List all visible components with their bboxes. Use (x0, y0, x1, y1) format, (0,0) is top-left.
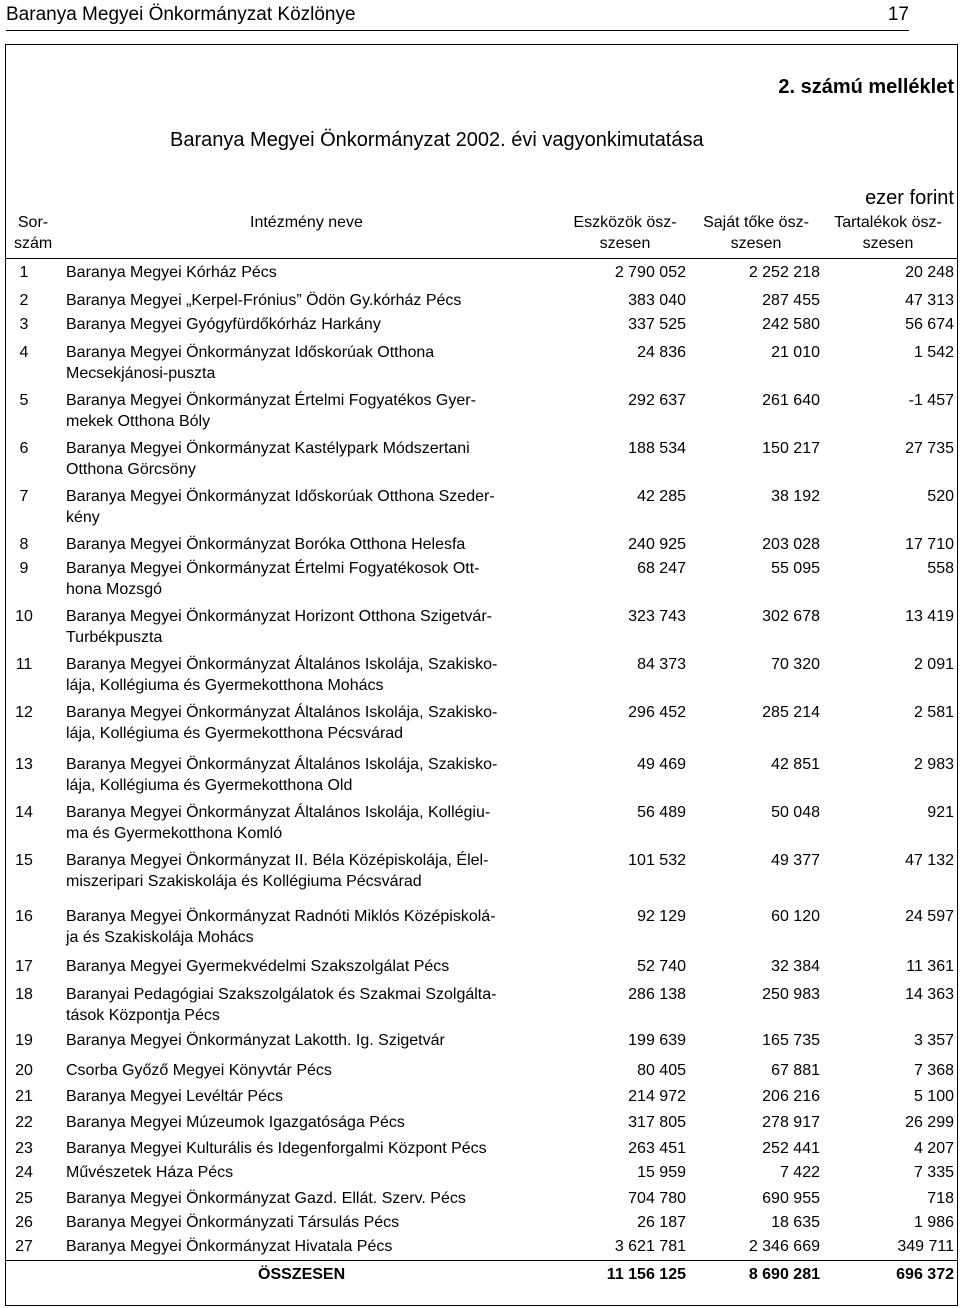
total-equity: 8 690 281 (748, 1266, 820, 1283)
row-number: 13 (15, 756, 33, 773)
institution-name (66, 342, 536, 384)
reserves-value: 2 091 (913, 656, 954, 673)
unit-label: ezer forint (865, 187, 954, 209)
equity-value: 7 422 (779, 1164, 820, 1181)
assets-value: 26 187 (637, 1214, 686, 1231)
assets-value: 49 469 (637, 756, 686, 773)
column-header-name: Intézmény neve (250, 214, 363, 231)
page-title: Baranya Megyei Önkormányzat 2002. évi vagyonkimutatása (170, 129, 704, 151)
institution-name (66, 654, 536, 696)
reserves-value: 1 986 (913, 1214, 954, 1231)
equity-value: 261 640 (762, 392, 820, 409)
institution-name (66, 1086, 536, 1107)
row-number: 18 (15, 986, 33, 1003)
row-number: 16 (15, 908, 33, 925)
institution-name (66, 1236, 536, 1257)
assets-value: 80 405 (637, 1062, 686, 1079)
reserves-value: 2 983 (913, 756, 954, 773)
reserves-value: 2 581 (913, 704, 954, 721)
row-number: 14 (15, 804, 33, 821)
equity-value: 302 678 (762, 608, 820, 625)
row-number: 11 (15, 656, 33, 673)
equity-value: 21 010 (771, 344, 820, 361)
column-header-assets: Eszközök ösz- szesen (573, 214, 677, 252)
row-number: 6 (19, 440, 29, 457)
equity-value: 67 881 (771, 1062, 820, 1079)
institution-name (66, 486, 536, 528)
institution-name-line: ja és Szakiskolája Mohács (66, 929, 254, 946)
equity-value: 278 917 (762, 1114, 820, 1131)
institution-name (66, 984, 536, 1026)
institution-name (66, 906, 536, 948)
reserves-value: 11 361 (906, 958, 954, 975)
institution-name-line: Baranya Megyei „Kerpel-Frónius” Ödön Gy.kórház Pécs (66, 292, 462, 309)
column-header-equity: Saját tőke ösz- szesen (703, 214, 809, 252)
assets-value: 317 805 (628, 1114, 686, 1131)
running-header (6, 0, 909, 31)
reserves-value: 24 597 (905, 908, 954, 925)
institution-name (66, 754, 536, 796)
equity-value: 690 955 (762, 1190, 820, 1207)
institution-name (66, 438, 536, 480)
assets-value: 42 285 (637, 488, 686, 505)
assets-value: 337 525 (628, 316, 686, 333)
row-number: 7 (19, 488, 29, 505)
institution-name (66, 1188, 536, 1209)
equity-value: 2 252 218 (748, 264, 820, 281)
reserves-value: -1 457 (908, 392, 954, 409)
row-number: 12 (15, 704, 33, 721)
row-number: 5 (19, 392, 29, 409)
equity-value: 252 441 (762, 1140, 820, 1157)
reserves-value: 5 100 (913, 1088, 954, 1105)
equity-value: 60 120 (771, 908, 820, 925)
reserves-value: 26 299 (905, 1114, 954, 1131)
reserves-value: 13 419 (905, 608, 954, 625)
institution-name-line: Baranya Megyei Önkormányzat Boróka Otthona Helesfa (66, 536, 466, 553)
institution-name-line: kény (66, 509, 100, 526)
institution-name-line: Művészetek Háza Pécs (66, 1164, 234, 1181)
institution-name-line: Baranya Megyei Önkormányzat Általános Iskolája, Szakisko- (66, 656, 498, 673)
reserves-value: 7 368 (913, 1062, 954, 1079)
assets-value: 188 534 (628, 440, 686, 457)
assets-value: 263 451 (628, 1140, 686, 1157)
institution-name (66, 1112, 536, 1133)
institution-name-line: Baranya Megyei Önkormányzat Időskorúak Otthona Szeder- (66, 488, 495, 505)
assets-value: 292 637 (628, 392, 686, 409)
institution-name-line: Baranya Megyei Önkormányzat Lakotth. Ig. Szigetvár (66, 1032, 445, 1049)
institution-name-line: Baranya Megyei Gyógyfürdőkórház Harkány (66, 316, 381, 333)
assets-value: 240 925 (628, 536, 686, 553)
row-number: 24 (15, 1164, 33, 1181)
equity-value: 32 384 (771, 958, 820, 975)
institution-name (66, 956, 536, 977)
institution-name (66, 390, 536, 432)
institution-name (66, 558, 536, 600)
equity-value: 18 635 (771, 1214, 820, 1231)
institution-name (66, 802, 536, 844)
institution-name-line: Turbékpuszta (66, 629, 163, 646)
row-number: 8 (19, 536, 29, 553)
publication-title: Baranya Megyei Önkormányzat Közlönye (6, 4, 356, 25)
institution-name-line: Baranya Megyei Levéltár Pécs (66, 1088, 283, 1105)
institution-name-line: Baranya Megyei Önkormányzat Időskorúak Otthona (66, 344, 435, 361)
institution-name-line: Baranya Megyei Önkormányzat Általános Iskolája, Szakisko- (66, 704, 498, 721)
reserves-value: 4 207 (913, 1140, 954, 1157)
equity-value: 285 214 (762, 704, 820, 721)
institution-name-line: mekek Otthona Bóly (66, 413, 211, 430)
assets-value: 15 959 (637, 1164, 686, 1181)
institution-name (66, 1212, 536, 1233)
page-number: 17 (887, 4, 909, 25)
reserves-value: 520 (927, 488, 954, 505)
institution-name-line: Baranya Megyei Önkormányzat II. Béla Középiskolája, Élel- (66, 852, 489, 869)
row-number: 1 (19, 264, 29, 281)
assets-value: 3 621 781 (614, 1238, 686, 1255)
assets-value: 52 740 (637, 958, 686, 975)
row-number: 21 (15, 1088, 33, 1105)
row-number: 27 (15, 1238, 33, 1255)
reserves-value: 14 363 (905, 986, 954, 1003)
row-number: 26 (15, 1214, 33, 1231)
institution-name-line: Otthona Görcsöny (66, 461, 196, 478)
total-divider (6, 1260, 957, 1261)
institution-name-line: Baranya Megyei Önkormányzat Radnóti Miklós Középiskolá- (66, 908, 496, 925)
equity-value: 70 320 (771, 656, 820, 673)
assets-value: 101 532 (628, 852, 686, 869)
assets-value: 24 836 (637, 344, 686, 361)
institution-name-line: Baranya Megyei Önkormányzat Horizont Otthona Szigetvár- (66, 608, 492, 625)
institution-name-line: Baranya Megyei Önkormányzati Társulás Pécs (66, 1214, 400, 1231)
row-number: 9 (19, 560, 29, 577)
row-number: 10 (15, 608, 33, 625)
annex-label: 2. számú melléklet (778, 76, 954, 98)
equity-value: 242 580 (762, 316, 820, 333)
reserves-value: 558 (927, 560, 954, 577)
institution-name-line: hona Mozsgó (66, 581, 163, 598)
total-label: ÖSSZESEN (258, 1266, 346, 1283)
institution-name-line: Baranyai Pedagógiai Szakszolgálatok és Szakmai Szolgálta- (66, 986, 497, 1003)
assets-value: 383 040 (628, 292, 686, 309)
assets-value: 68 247 (637, 560, 686, 577)
total-assets: 11 156 125 (606, 1266, 686, 1283)
reserves-value: 1 542 (913, 344, 954, 361)
column-header-number: Sor- szám (14, 214, 53, 252)
institution-name-line: lája, Kollégiuma és Gyermekotthona Mohács (66, 677, 384, 694)
institution-name (66, 534, 536, 555)
reserves-value: 718 (927, 1190, 954, 1207)
row-number: 17 (15, 958, 33, 975)
institution-name-line: Baranya Megyei Múzeumok Igazgatósága Pécs (66, 1114, 405, 1131)
assets-value: 56 489 (637, 804, 686, 821)
equity-value: 287 455 (762, 292, 820, 309)
header-divider (6, 258, 957, 259)
institution-name-line: Baranya Megyei Kórház Pécs (66, 264, 277, 281)
institution-name (66, 314, 536, 335)
row-number: 19 (15, 1032, 33, 1049)
row-number: 25 (15, 1190, 33, 1207)
institution-name (66, 606, 536, 648)
assets-value: 199 639 (628, 1032, 686, 1049)
institution-name-line: Baranya Megyei Gyermekvédelmi Szakszolgálat Pécs (66, 958, 450, 975)
institution-name (66, 1138, 536, 1159)
column-header-reserves: Tartalékok ösz- szesen (834, 214, 942, 252)
assets-value: 296 452 (628, 704, 686, 721)
equity-value: 206 216 (762, 1088, 820, 1105)
institution-name-line: Baranya Megyei Önkormányzat Általános Iskolája, Szakisko- (66, 756, 498, 773)
equity-value: 55 095 (771, 560, 820, 577)
institution-name-line: Baranya Megyei Önkormányzat Kastélypark Módszertani (66, 440, 470, 457)
assets-value: 2 790 052 (614, 264, 686, 281)
equity-value: 49 377 (771, 852, 820, 869)
equity-value: 150 217 (762, 440, 820, 457)
institution-name-line: Csorba Győző Megyei Könyvtár Pécs (66, 1062, 332, 1079)
institution-name-line: Baranya Megyei Önkormányzat Gazd. Ellát. Szerv. Pécs (66, 1190, 466, 1207)
institution-name (66, 1030, 536, 1051)
row-number: 4 (19, 344, 29, 361)
reserves-value: 56 674 (905, 316, 954, 333)
institution-name (66, 290, 536, 311)
reserves-value: 3 357 (913, 1032, 954, 1049)
institution-name (66, 850, 536, 892)
row-number: 15 (15, 852, 33, 869)
reserves-value: 17 710 (905, 536, 954, 553)
institution-name-line: Baranya Megyei Önkormányzat Általános Iskolája, Kollégiu- (66, 804, 491, 821)
institution-name (66, 1060, 536, 1081)
institution-name-line: tások Központja Pécs (66, 1007, 220, 1024)
assets-value: 286 138 (628, 986, 686, 1003)
reserves-value: 921 (927, 804, 954, 821)
equity-value: 38 192 (771, 488, 820, 505)
assets-value: 84 373 (637, 656, 686, 673)
row-number: 2 (19, 292, 29, 309)
institution-name-line: Baranya Megyei Önkormányzat Hivatala Pécs (66, 1238, 393, 1255)
total-reserves: 696 372 (896, 1266, 954, 1283)
equity-value: 250 983 (762, 986, 820, 1003)
reserves-value: 47 313 (905, 292, 954, 309)
institution-name-line: miszeripari Szakiskolája és Kollégiuma Pécsvárad (66, 873, 422, 890)
institution-name (66, 1162, 536, 1183)
reserves-value: 20 248 (905, 264, 954, 281)
institution-name-line: Mecsekjánosi-puszta (66, 365, 216, 382)
institution-name (66, 262, 536, 283)
row-number: 22 (15, 1114, 33, 1131)
institution-name-line: Baranya Megyei Kulturális és Idegenforgalmi Központ Pécs (66, 1140, 487, 1157)
institution-name-line: Baranya Megyei Önkormányzat Értelmi Fogyatékos Gyer- (66, 392, 476, 409)
institution-name-line: ma és Gyermekotthona Komló (66, 825, 283, 842)
equity-value: 165 735 (762, 1032, 820, 1049)
reserves-value: 349 711 (897, 1238, 954, 1255)
equity-value: 42 851 (771, 756, 820, 773)
row-number: 3 (19, 316, 29, 333)
institution-name-line: Baranya Megyei Önkormányzat Értelmi Fogyatékosok Ott- (66, 560, 480, 577)
reserves-value: 7 335 (913, 1164, 954, 1181)
equity-value: 50 048 (771, 804, 820, 821)
reserves-value: 47 132 (905, 852, 954, 869)
assets-value: 92 129 (637, 908, 686, 925)
row-number: 20 (15, 1062, 33, 1079)
equity-value: 2 346 669 (748, 1238, 820, 1255)
institution-name-line: lája, Kollégiuma és Gyermekotthona Old (66, 777, 353, 794)
equity-value: 203 028 (762, 536, 820, 553)
institution-name (66, 702, 536, 744)
assets-value: 323 743 (628, 608, 686, 625)
institution-name-line: lája, Kollégiuma és Gyermekotthona Pécsvárad (66, 725, 404, 742)
row-number: 23 (15, 1140, 33, 1157)
assets-value: 704 780 (628, 1190, 686, 1207)
assets-value: 214 972 (628, 1088, 686, 1105)
reserves-value: 27 735 (905, 440, 954, 457)
